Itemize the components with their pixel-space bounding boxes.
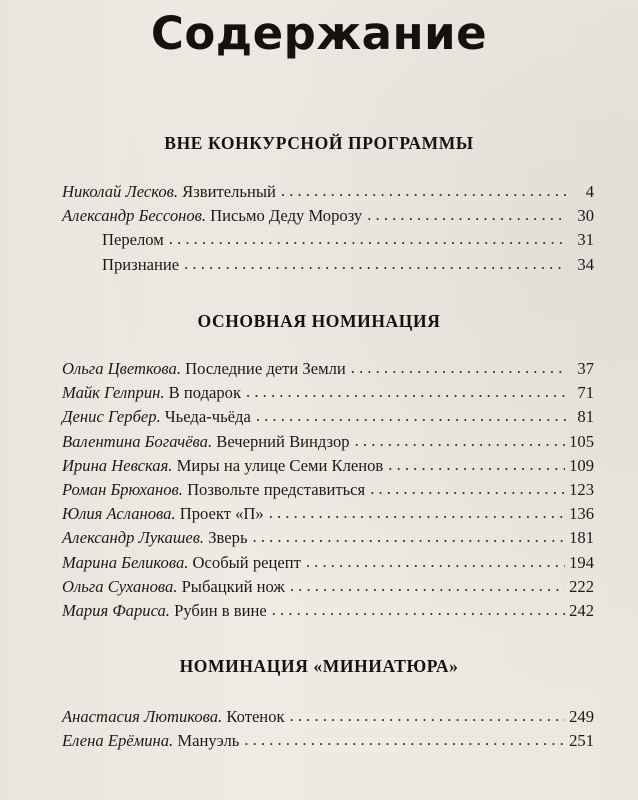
entry-page-number: 109 (569, 455, 594, 475)
entry-title: Проект «П» (179, 504, 264, 524)
entry-page-number: 136 (569, 504, 594, 524)
entry-author: Валентина Богачёва. (62, 431, 213, 451)
entry-page-number: 123 (569, 479, 594, 499)
entry-title: Котенок (226, 707, 285, 726)
entry-author: Денис Гербер. (62, 407, 161, 427)
dot-leader (184, 252, 566, 276)
entry-title: В подарок (168, 383, 242, 403)
toc-entry (62, 357, 594, 381)
dot-leader (281, 179, 566, 203)
dot-leader (355, 429, 566, 453)
toc-entry (62, 405, 594, 429)
dot-leader (306, 550, 565, 574)
dot-leader (256, 404, 566, 428)
dot-leader (370, 477, 565, 501)
entry-title: Признание (102, 254, 180, 274)
entry-title: Позвольте представиться (187, 479, 366, 499)
entry-page-number: 251 (569, 731, 594, 751)
entry-title: Рыбацкий нож (181, 576, 285, 596)
toc-subentry (62, 253, 594, 277)
toc-entry (62, 599, 594, 623)
entry-page-number: 222 (569, 576, 594, 596)
entry-title: Мануэль (177, 731, 240, 751)
section-heading: ОСНОВНАЯ НОМИНАЦИЯ (197, 311, 441, 331)
toc-list (62, 180, 594, 277)
entry-page-number: 81 (577, 407, 594, 427)
entry-author: Александр Лукашев. (62, 528, 205, 548)
toc-entry (62, 551, 594, 575)
section-heading: НОМИНАЦИЯ «МИНИАТЮРА» (179, 656, 459, 676)
entry-title: Особый рецепт (192, 552, 301, 572)
dot-leader (272, 598, 565, 622)
toc-entry (62, 478, 594, 502)
entry-page-number: 30 (577, 206, 594, 226)
toc-entry (62, 454, 594, 478)
dot-leader (246, 380, 566, 404)
entry-title: Чьеда-чьёда (164, 407, 251, 427)
entry-author: Николай Лесков. (62, 182, 179, 201)
toc-subentry (62, 228, 594, 252)
entry-page-number: 194 (569, 552, 594, 572)
dot-leader (351, 356, 566, 380)
entry-title: Последние дети Земли (185, 359, 346, 378)
entry-author: Мария Фариса. (62, 600, 170, 620)
entry-author: Юлия Асланова. (62, 504, 176, 524)
toc-entry (62, 381, 594, 405)
entry-author: Марина Беликова. (62, 552, 189, 572)
entry-title: Перелом (102, 230, 164, 250)
toc-list (62, 705, 594, 753)
entry-title: Язвительный (182, 182, 276, 201)
entry-author: Ольга Цветкова. (62, 359, 181, 378)
dot-leader (367, 203, 566, 227)
entry-author: Александр Бессонов. (62, 206, 207, 226)
toc-entry (62, 729, 594, 753)
entry-author: Анастасия Лютикова. (62, 707, 223, 726)
section-heading: ВНЕ КОНКУРСНОЙ ПРОГРАММЫ (164, 133, 474, 153)
toc-entry (62, 180, 594, 204)
entry-title: Зверь (208, 528, 248, 548)
entry-author: Роман Брюханов. (62, 479, 183, 499)
entry-page-number: 4 (585, 182, 594, 201)
toc-entry (62, 575, 594, 599)
entry-page-number: 31 (577, 230, 594, 250)
toc-entry (62, 204, 594, 228)
toc-entry (62, 526, 594, 550)
entry-page-number: 37 (577, 359, 594, 378)
dot-leader (290, 574, 565, 598)
toc-entry (62, 705, 594, 729)
toc-entry (62, 502, 594, 526)
entry-page-number: 242 (569, 600, 594, 620)
toc-list (62, 357, 594, 623)
entry-title: Письмо Деду Морозу (210, 206, 363, 226)
dot-leader (244, 728, 565, 752)
entry-page-number: 71 (577, 383, 594, 403)
dot-leader (388, 453, 565, 477)
entry-page-number: 105 (569, 431, 594, 451)
toc-entry (62, 430, 594, 454)
entry-author: Ирина Невская. (62, 455, 173, 475)
dot-leader (269, 501, 565, 525)
entry-author: Ольга Суханова. (62, 576, 178, 596)
dot-leader (290, 704, 566, 728)
page-title: Содержание (150, 7, 488, 60)
dot-leader (169, 227, 566, 251)
entry-page-number: 181 (569, 528, 594, 548)
entry-author: Майк Гелприн. (62, 383, 165, 403)
entry-title: Рубин в вине (174, 600, 267, 620)
entry-title: Вечерний Виндзор (216, 431, 350, 451)
entry-title: Миры на улице Семи Кленов (176, 455, 384, 475)
entry-author: Елена Ерёмина. (62, 731, 174, 751)
dot-leader (253, 525, 566, 549)
entry-page-number: 249 (569, 707, 594, 726)
entry-page-number: 34 (577, 254, 594, 274)
